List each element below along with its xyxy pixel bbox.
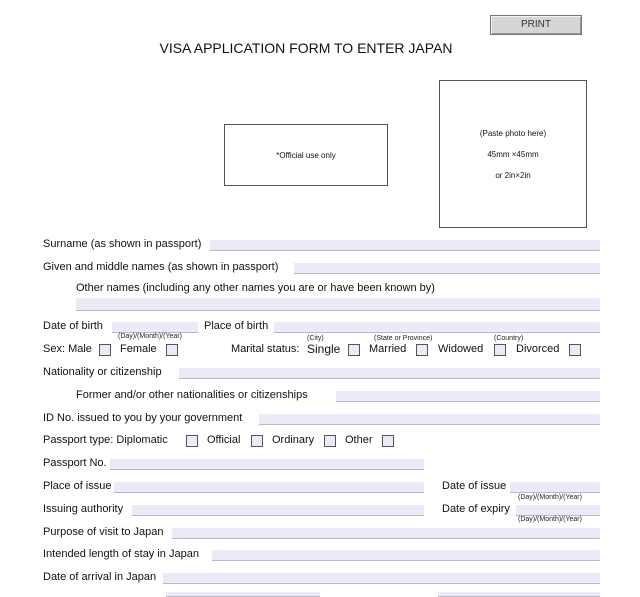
other-names-label: Other names (including any other names you are or have been known by) <box>76 282 435 294</box>
date-expiry-label: Date of expiry <box>442 503 510 515</box>
diplomatic-checkbox[interactable] <box>186 435 198 447</box>
photo-size-mm: 45mm ×45mm <box>487 149 539 159</box>
official-use-box <box>224 124 388 186</box>
length-stay-field[interactable] <box>212 550 600 561</box>
issuing-authority-field[interactable] <box>132 505 424 516</box>
former-nationality-field[interactable] <box>336 391 600 402</box>
surname-label: Surname (as shown in passport) <box>43 238 202 250</box>
passport-type-label: Passport type: Diplomatic <box>43 434 168 446</box>
single-label: Single <box>307 342 341 356</box>
sex-label: Sex: Male <box>43 343 92 355</box>
date-issue-hint: (Day)/(Month)/(Year) <box>518 494 582 501</box>
next-row-field-2[interactable] <box>438 592 600 597</box>
photo-instruction: (Paste photo here) <box>479 128 547 138</box>
official-checkbox[interactable] <box>251 435 263 447</box>
surname-field[interactable] <box>210 240 600 251</box>
pob-field[interactable] <box>274 322 600 333</box>
official-use-text: *Official use only <box>276 150 336 160</box>
ordinary-label: Ordinary <box>272 434 315 446</box>
other-names-field[interactable] <box>76 298 600 311</box>
date-expiry-hint: (Day)/(Month)/(Year) <box>518 516 582 523</box>
photo-box <box>439 80 587 228</box>
married-label: Married <box>369 343 407 355</box>
single-checkbox[interactable] <box>348 344 360 356</box>
purpose-label: Purpose of visit to Japan <box>43 526 164 538</box>
id-no-field[interactable] <box>259 414 600 425</box>
date-arrival-field[interactable] <box>163 573 600 584</box>
given-names-label: Given and middle names (as shown in passport) <box>43 261 279 273</box>
purpose-field[interactable] <box>172 528 600 539</box>
passport-no-field[interactable] <box>110 459 424 470</box>
date-issue-label: Date of issue <box>442 480 507 492</box>
date-expiry-field[interactable] <box>516 505 600 516</box>
widowed-label: Widowed <box>438 343 484 355</box>
other-checkbox[interactable] <box>382 435 394 447</box>
date-arrival-label: Date of arrival in Japan <box>43 571 157 583</box>
marital-label: Marital status: <box>231 343 300 355</box>
photo-size-in: or 2in×2in <box>495 170 531 180</box>
pob-state-hint: (State or Province) <box>374 335 433 342</box>
id-no-label: ID No. issued to you by your government <box>43 412 243 424</box>
dob-field[interactable] <box>112 322 198 333</box>
issuing-authority-label: Issuing authority <box>43 503 124 515</box>
dob-hint: (Day)/(Month)/(Year) <box>118 333 182 340</box>
pob-city-hint: (City) <box>307 335 324 342</box>
divorced-label: Divorced <box>516 343 560 355</box>
female-label: Female <box>120 343 157 355</box>
nationality-label: Nationality or citizenship <box>43 366 162 378</box>
pob-country-hint: (Country) <box>494 335 524 342</box>
passport-no-label: Passport No. <box>43 457 107 469</box>
place-issue-label: Place of issue <box>43 480 112 492</box>
length-stay-label: Intended length of stay in Japan <box>43 548 199 560</box>
former-nationality-label: Former and/or other nationalities or citizenships <box>76 389 308 401</box>
ordinary-checkbox[interactable] <box>324 435 336 447</box>
widowed-checkbox[interactable] <box>494 344 506 356</box>
nationality-field[interactable] <box>179 368 600 379</box>
other-label: Other <box>345 434 373 446</box>
divorced-checkbox[interactable] <box>569 344 581 356</box>
place-issue-field[interactable] <box>114 482 424 493</box>
next-row-field[interactable] <box>166 592 320 597</box>
official-label: Official <box>207 434 241 446</box>
male-checkbox[interactable] <box>99 344 111 356</box>
dob-label: Date of birth <box>43 320 103 332</box>
female-checkbox[interactable] <box>166 344 178 356</box>
date-issue-field[interactable] <box>510 482 600 493</box>
married-checkbox[interactable] <box>416 344 428 356</box>
form-title: VISA APPLICATION FORM TO ENTER JAPAN <box>159 40 453 56</box>
print-button[interactable]: PRINT <box>490 15 582 35</box>
given-names-field[interactable] <box>294 263 600 274</box>
pob-label: Place of birth <box>204 320 269 332</box>
